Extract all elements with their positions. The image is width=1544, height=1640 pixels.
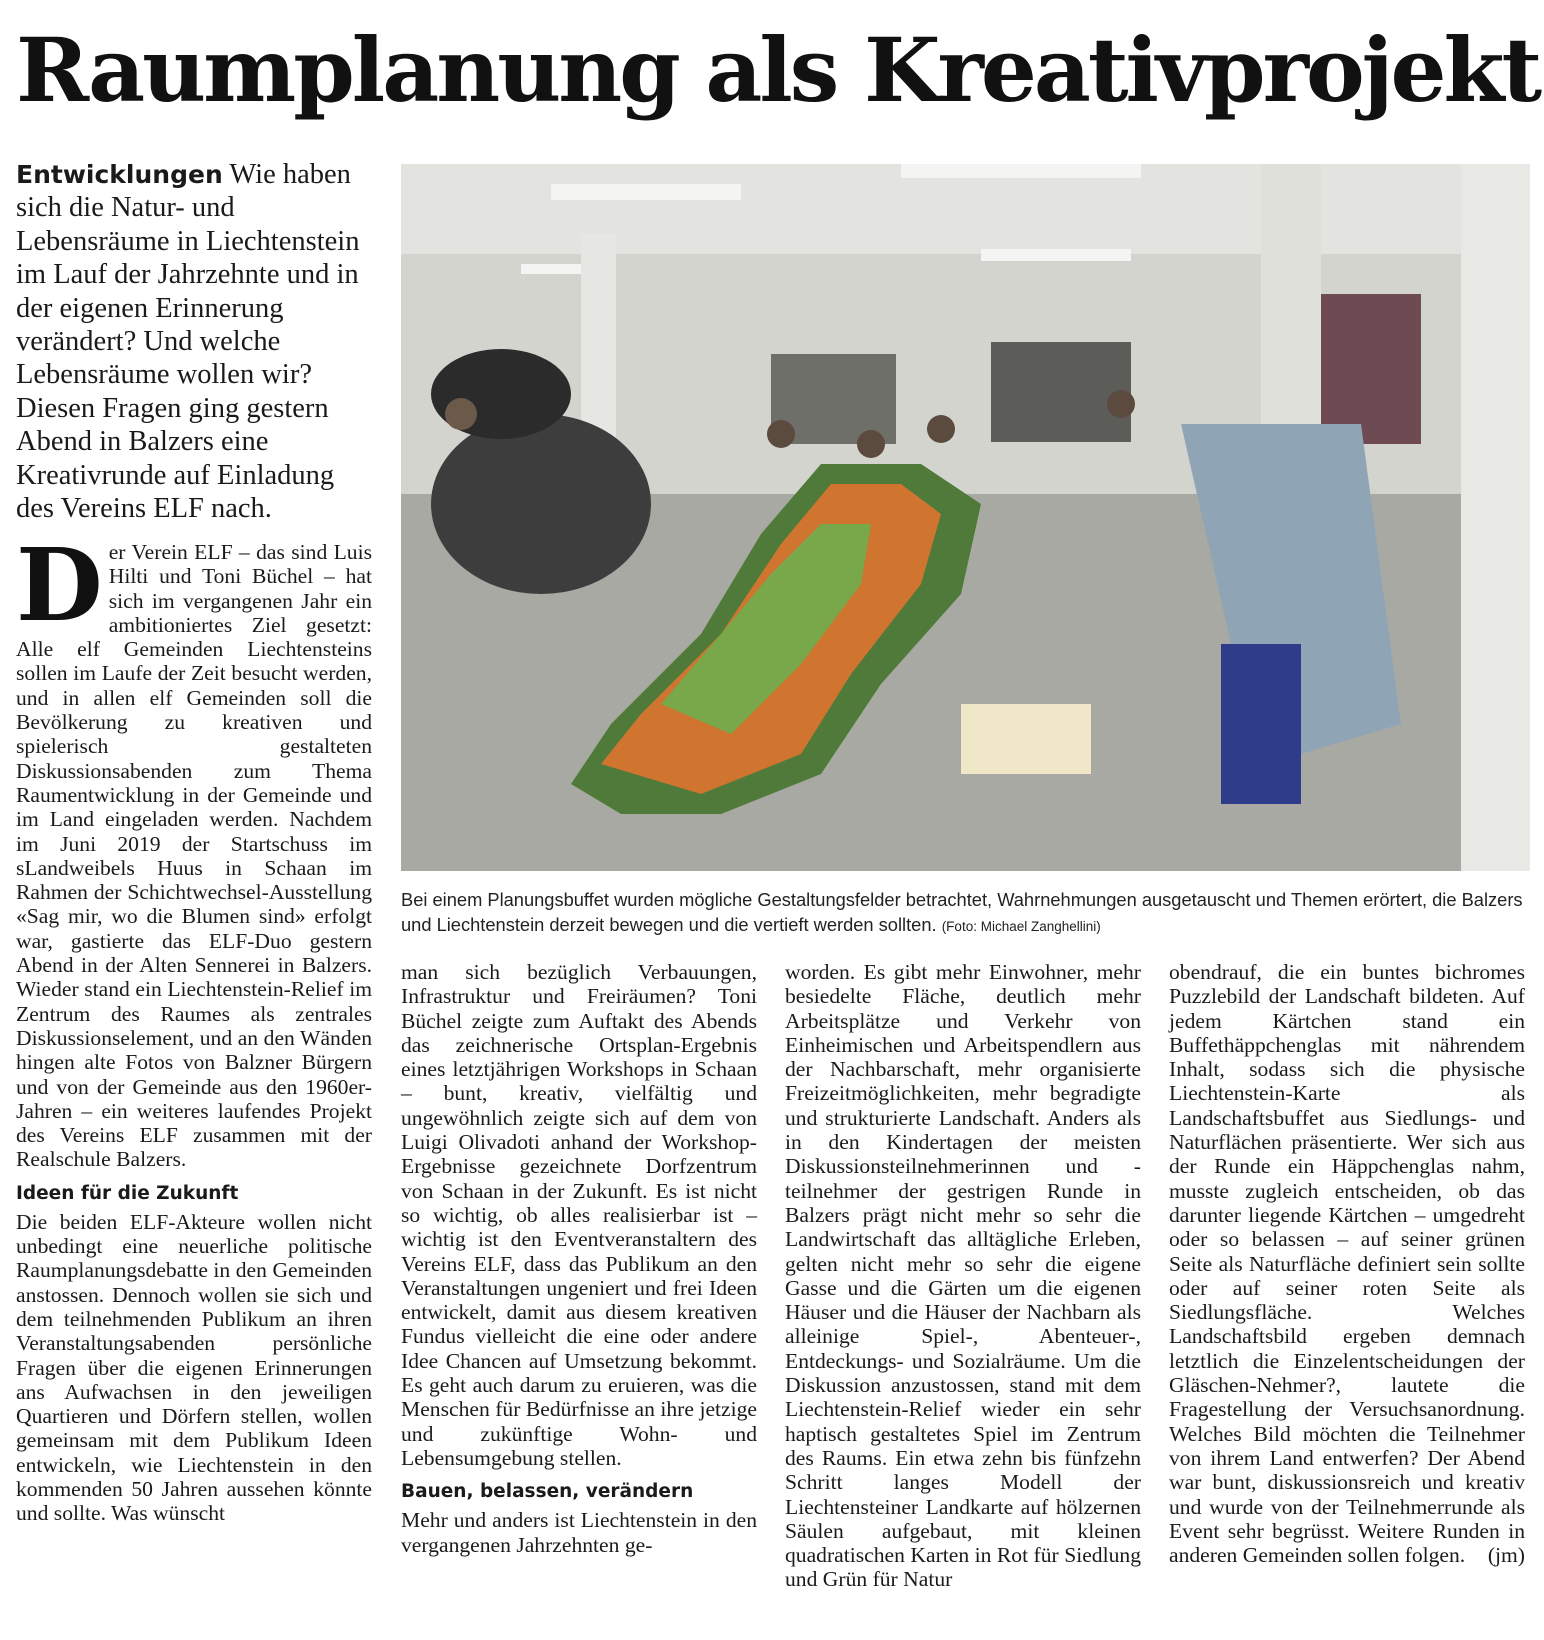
headline: Raumplanung als Kreativprojekt <box>16 18 1540 122</box>
body-paragraph-6-text: obendrauf, die ein buntes bichromes Puzzlebild der Landschaft bildeten. Auf jedem Kärtchen stand ein Buffethäppchenglas mit nährendem Inhalt, sodass sich die physische Liechtenstein-Karte als Landschaftsbuffet aus Siedlungs- und Naturflächen präsentierte. Wer sich aus der Runde ein Häppchenglas nahm, musste zugleich entscheiden, ob das darunter liegende Kärtchen – umgedreht oder so belassen – auf seiner grünen Seite als Naturfläche definiert sein sollte oder auf seiner roten Seite als Siedlungsfläche. Welches Landschaftsbild ergeben demnach letztlich die Einzelentscheidungen der Gläschen-Nehmer?, lautete die Fragestellung der Versuchsanordnung. Welches Bild möchten die Teilnehmer von ihrem Land entwerfen? Der Abend war bunt, diskussionsreich und kreativ und wurde von der Teilnehmerrunde als Event sehr begrüsst. Weitere Runden in anderen Gemeinden sollen folgen. <box>1169 960 1525 1568</box>
body-column-3 <box>785 960 1141 1592</box>
body-column-1 <box>16 526 372 1526</box>
photo-caption <box>401 888 1530 939</box>
body-paragraph-5: worden. Es gibt mehr Einwohner, mehr besiedelte Fläche, deutlich mehr Arbeitsplätze und Verkehr von Einheimischen und Arbeitspendlern aus der Nachbarschaft, mehr organisierte Freizeitmöglichkeiten, mehr begradigte und strukturierte Landschaft. Anders als in den Kindertagen der meisten Diskussionsteilnehmerinnen und -teilnehmer der gestrigen Runde in Balzers prägt nicht mehr so sehr die Landwirtschaft das alltägliche Erleben, gelten nicht mehr so sehr die eigene Gasse und die Gärten um die eigenen Häuser und die Häuser der Nachbarn als alleinige Spiel-, Abenteuer-, Entdeckungs- und Sozialräume. Um die Diskussion anzustossen, stand mit dem Liechtenstein-Relief wieder ein sehr haptisch gestaltetes Spiel im Zentrum des Raums. Ein etwa zehn bis fünfzehn Schritt langes Modell der Liechtensteiner Landkarte auf hölzernen Säulen aufgebaut, mit kleinen quadratischen Karten in Rot für Siedlung und Grün für Natur <box>785 960 1141 1592</box>
body-paragraph-1: er Verein ELF – das sind Luis Hilti und Toni Büchel – hat sich im vergangenen Jahr ein ambitioniertes Ziel gesetzt: Alle elf Gemeinden Liechtensteins sollen im Laufe der Zeit besucht werden, und in allen elf Gemeinden soll die Bevölkerung zu kreativen und spielerisch gestalteten Diskussionsabenden zum Thema Raumentwicklung in der Gemeinde und im Land eingeladen werden. Nachdem im Juni 2019 der Startschuss im sLandweibels Huus in Schaan im Rahmen der Schichtwechsel-Ausstellung «Sag mir, wo die Blumen sind» erfolgt war, gastierte das ELF-Duo gestern Abend in der Alten Sennerei in Balzers. Wieder stand ein Liechtenstein-Relief im Zentrum des Raumes als zentrales Diskussionselement, und an den Wänden hingen alte Fotos von Balzner Bürgern und von der Gemeinde aus den 1960er-Jahren – ein weiteres laufendes Projekt des Vereins ELF zusammen mit der Realschule Balzers. <box>16 540 372 1172</box>
article-photo <box>401 164 1530 871</box>
photo-illustration <box>401 164 1530 871</box>
lead-kicker: Entwicklungen <box>16 160 223 189</box>
body-column-4 <box>1169 960 1525 1567</box>
drop-cap: D <box>16 526 103 644</box>
subheading-ideas: Ideen für die Zukunft <box>16 1182 239 1204</box>
body-paragraph-3: man sich bezüglich Verbauungen, Infrastruktur und Freiräumen? Toni Büchel zeigte zum Auftakt des Abends das zeichnerische Ortsplan-Ergebnis eines letztjährigen Workshops in Schaan – bunt, kreativ, vielfältig und ungewöhnlich zeigte sich auf dem von Luigi Olivadoti anhand der Workshop-Ergebnisse gezeichnete Dorfzentrum von Schaan in der Zukunft. Es ist nicht so wichtig, ob alles realisierbar ist – wichtig ist den Eventveranstaltern des Vereins ELF, dass das Publikum an den Veranstaltungen ungeniert und frei Ideen entwickelt, damit aus diesem kreativen Fundus vielleicht die eine oder andere Idee Chancen auf Umsetzung bekommt. Es geht auch darum zu eruieren, was die Menschen für Bedürfnisse an ihre jetzige und zukünftige Wohn- und Lebensumgebung stellen. <box>401 960 757 1470</box>
subheading-building: Bauen, belassen, verändern <box>401 1481 694 1503</box>
lead-text: Wie haben sich die Natur- und Lebensräume in Liechtenstein im Lauf der Jahrzehnte und in der eigenen Erinnerung verändert? Und welche Lebensräume wollen wir? Diesen Fragen ging gestern Abend in Balzers eine Kreativrunde auf Einladung des Vereins ELF nach. <box>16 159 360 525</box>
photo-credit: (Foto: Michael Zanghellini) <box>941 918 1101 934</box>
body-column-2 <box>401 960 757 1557</box>
body-paragraph-2: Die beiden ELF-Akteure wollen nicht unbedingt eine neuerliche politische Raumplanungsdebatte in den Gemeinden anstossen. Dennoch wollen sie sich und dem teilnehmenden Publikum an ihren Veranstaltungsabenden persönliche Fragen über die eigenen Erinnerungen ans Aufwachsen in den jeweiligen Quartieren und Dörfern stellen, wollen gemeinsam mit dem Publikum Ideen entwickeln, wie Liechtenstein in den kommenden 50 Jahren aussehen könnte und sollte. Was wünscht <box>16 1209 372 1526</box>
body-paragraph-4: Mehr und anders ist Liechtenstein in den vergangenen Jahrzehnten ge- <box>401 1508 757 1557</box>
author-signature: (jm) <box>1487 1543 1525 1568</box>
body-paragraph-6 <box>1169 960 1525 1567</box>
caption-text: Bei einem Planungsbuffet wurden mögliche Gestaltungsfelder betrachtet, Wahrnehmungen ausgetauscht und Themen erörtert, die Balzers und Liechtenstein derzeit bewegen und die vertieft werden sollten. <box>401 889 1523 935</box>
lead-paragraph <box>16 158 372 525</box>
